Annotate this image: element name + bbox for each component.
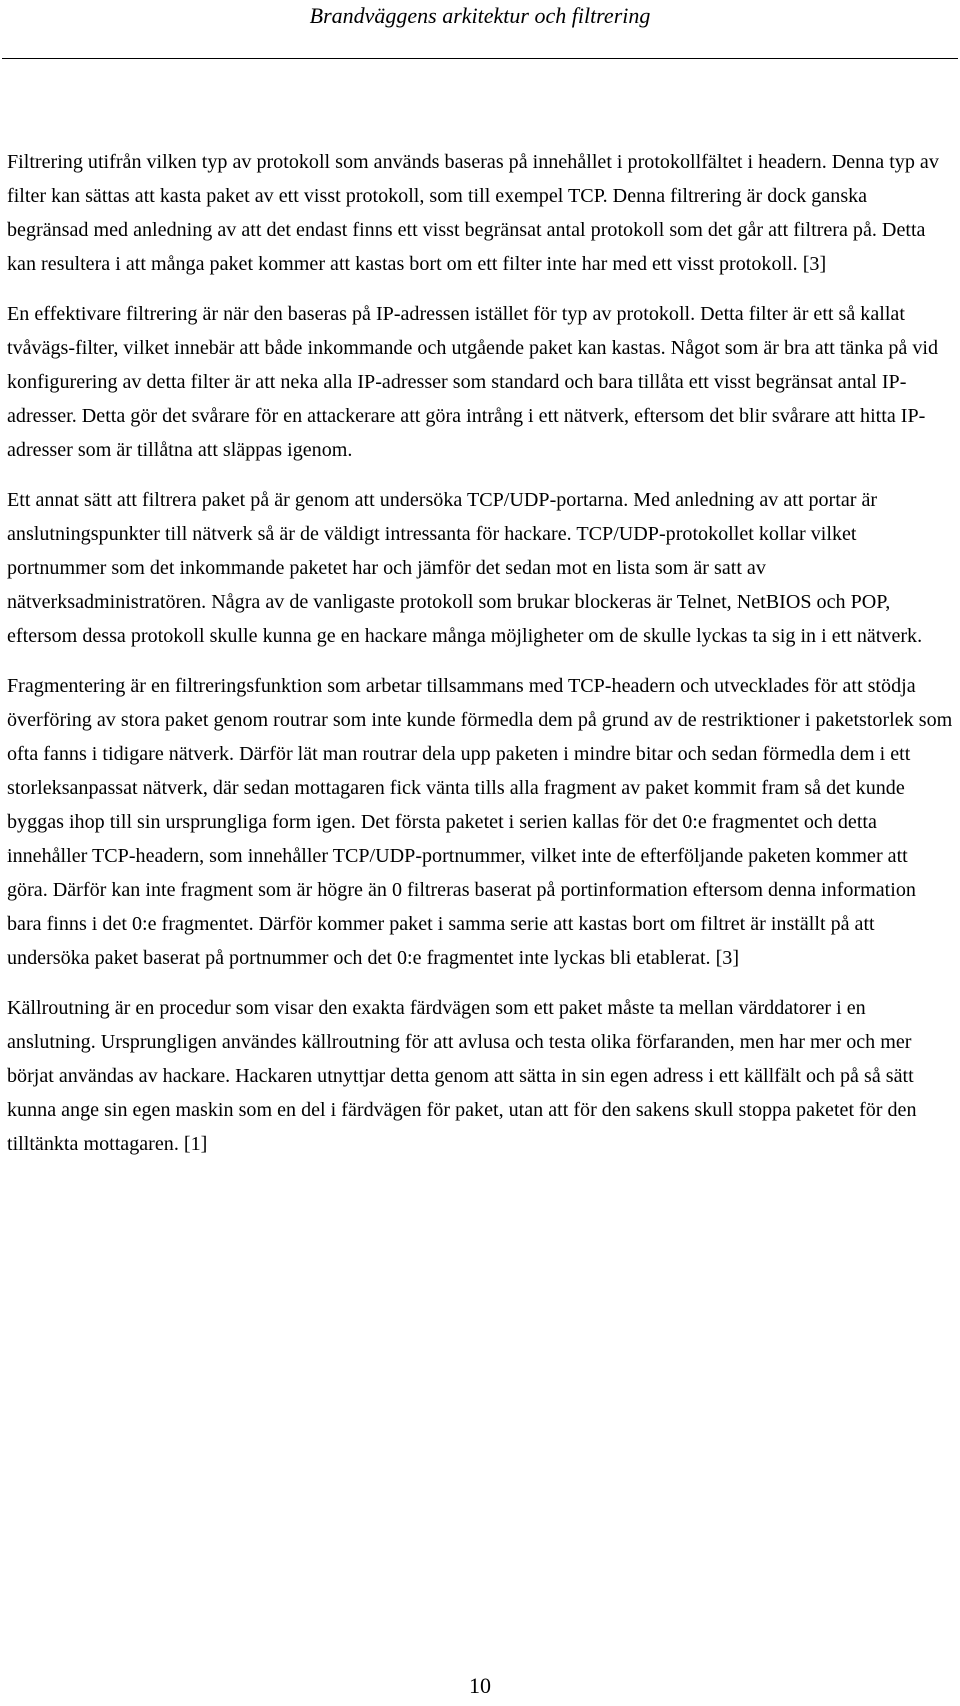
paragraph-port-filtering: Ett annat sätt att filtrera paket på är genom att undersöka TCP/UDP-portarna. Med anledning av att portar är anslutningspunkter till nätverk så är de väldigt intressanta för hackare. TCP/UDP-protokollet kollar vilket portnummer som det inkommande paketet har och jämför det sedan mot en lista som är satt av nätverksadministratören. Några av de vanligaste protokoll som brukar blockeras är Telnet, NetBIOS och POP, eftersom dessa protokoll skulle kunna ge en hackare många möjligheter om de skulle lyckas ta sig in i ett nätverk. — [7, 489, 923, 647]
paragraph-protocol-filtering: Filtrering utifrån vilken typ av protokoll som används baseras på innehållet i protokollfältet i headern. Denna typ av filter kan sättas att kasta paket av ett visst protokoll, som till exempel TCP. Denna filtrering är dock ganska begränsad med anledning av att det endast finns ett visst begränsat antal protokoll som det går att filtrera på. Detta kan resultera i att många paket kommer att kastas bort om ett filter inte har med ett visst protokoll. [3] — [7, 151, 939, 275]
body-text — [7, 145, 953, 1177]
page-number: 10 — [469, 1673, 491, 1698]
paragraph-ip-filtering: En effektivare filtrering är när den baseras på IP-adressen istället för typ av protokoll. Detta filter är ett så kallat tvåvägs-filter, vilket innebär att både inkommande och utgående paket kan kastas. Något som är bra att tänka på vid konfigurering av detta filter är att neka alla IP-adresser som standard och bara tillåta ett visst begränsat antal IP-adresser. Detta gör det svårare för en attackerare att göra intrång i ett nätverk, eftersom det blir svårare att hitta IP-adresser som är tillåtna att släppas igenom. — [7, 303, 939, 461]
header-title: Brandväggens arkitektur och filtrering — [309, 3, 651, 28]
header-divider — [2, 58, 958, 59]
running-header — [0, 0, 960, 62]
paragraph-source-routing: Källroutning är en procedur som visar den exakta färdvägen som ett paket måste ta mellan värddatorer i en anslutning. Ursprungligen användes källroutning för att avlusa och testa olika förfaranden, men har mer och mer börjat användas av hackare. Hackaren utnyttjar detta genom att sätta in sin egen adress i ett källfält och på så sätt kunna ange sin egen maskin som en del i färdvägen för paket, utan att för den sakens skull stoppa paketet för den tilltänkta mottagaren. [1] — [7, 997, 917, 1155]
paragraph-fragmentation: Fragmentering är en filtreringsfunktion som arbetar tillsammans med TCP-headern och utvecklades för att stödja överföring av stora paket genom routrar som inte kunde förmedla dem på grund av de restriktioner i paketstorlek som ofta fanns i tidigare nätverk. Därför lät man routrar dela upp paketen i mindre bitar och sedan förmedla dem i ett storleksanpassat nätverk, där sedan mottagaren fick vänta tills alla fragment av paket kommit fram så det kunde byggas ihop till sin ursprungliga form igen. Det första paketet i serien kallas för det 0:e fragmentet och detta innehåller TCP-headern, som innehåller TCP/UDP-portnummer, vilket inte de efterföljande paketen kommer att göra. Därför kan inte fragment som är högre än 0 filtreras baserat på portinformation eftersom denna information bara finns i det 0:e fragmentet. Därför kommer paket i samma serie att kastas bort om filtret är inställt på att undersöka paket baserat på portnummer och det 0:e fragmentet inte lyckas bli etablerat. [3] — [7, 675, 953, 969]
